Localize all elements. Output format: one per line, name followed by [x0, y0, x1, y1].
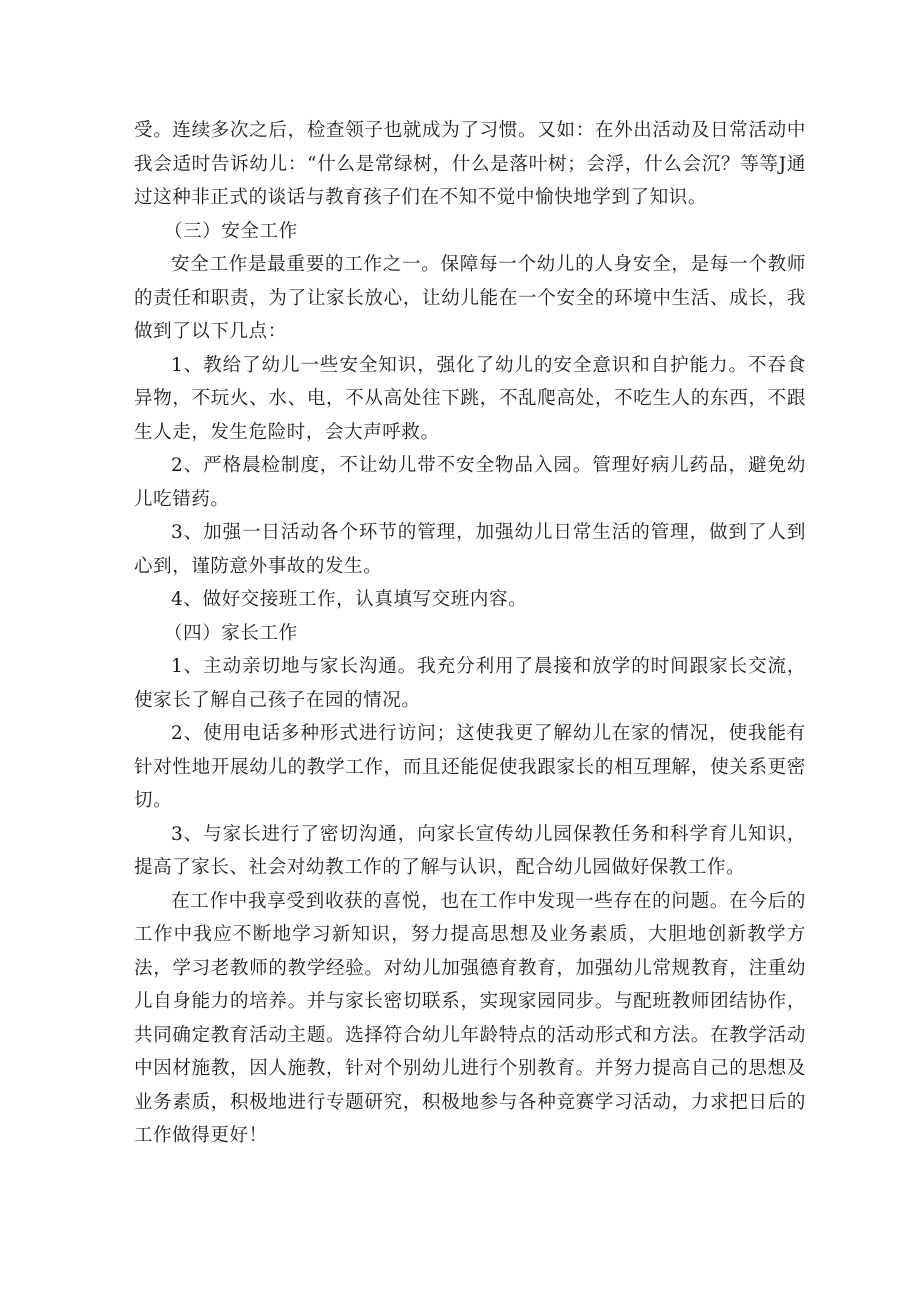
paragraph-continuation: 受。连续多次之后，检查领子也就成为了习惯。又如：在外出活动及日常活动中我会适时告诉幼儿：“什么是常绿树，什么是落叶树；会浮，什么会沉？等等J通过这种非正式的谈话与教育孩子们在不知不觉中愉快地学到了知识。	[134, 120, 806, 208]
paragraph-safety-intro: 安全工作是最重要的工作之一。保障每一个幼儿的人身安全，是每一个教师的责任和职责，为了让家长放心，让幼儿能在一个安全的环境中生活、成长，我做到了以下几点：	[134, 254, 806, 342]
list-item-parent-1: 1、主动亲切地与家长沟通。我充分利用了晨接和放学的时间跟家长交流，使家长了解自己孩子在园的情况。	[134, 656, 806, 711]
list-item-parent-2: 2、使用电话多种形式进行访问；这使我更了解幼儿在家的情况，使我能有针对性地开展幼儿的教学工作，而且还能促使我跟家长的相互理解，使关系更密切。	[134, 723, 806, 811]
document-body	[134, 114, 806, 1153]
list-item-safety-2: 2、严格晨检制度，不让幼儿带不安全物品入园。管理好病儿药品，避免幼儿吃错药。	[134, 455, 806, 510]
section-heading-parents: （四）家长工作	[164, 622, 298, 644]
paragraph-conclusion: 在工作中我享受到收获的喜悦，也在工作中发现一些存在的问题。在今后的工作中我应不断地学习新知识，努力提高思想及业务素质，大胆地创新教学方法，学习老教师的教学经验。对幼儿加强德育教育，加强幼儿常规教育，注重幼儿自身能力的培养。并与家长密切联系，实现家园同步。与配班教师团结协作，共同确定教育活动主题。选择符合幼儿年龄特点的活动形式和方法。在教学活动中因材施教，因人施教，针对个别幼儿进行个别教育。并努力提高自己的思想及业务素质，积极地进行专题研究，积极地参与各种竞赛学习活动，力求把日后的工作做得更好！	[134, 890, 806, 1146]
section-heading-safety: （三）安全工作	[164, 220, 298, 242]
list-item-safety-4: 4、做好交接班工作，认真填写交班内容。	[171, 589, 528, 610]
list-item-safety-3: 3、加强一日活动各个环节的管理，加强幼儿日常生活的管理，做到了人到心到，谨防意外事故的发生。	[134, 522, 806, 577]
list-item-safety-1: 1、教给了幼儿一些安全知识，强化了幼儿的安全意识和自护能力。不吞食异物，不玩火、水、电，不从高处往下跳，不乱爬高处，不吃生人的东西，不跟生人走，发生危险时，会大声呼救。	[134, 354, 806, 443]
list-item-parent-3: 3、与家长进行了密切沟通，向家长宣传幼儿园保教任务和科学育儿知识，提高了家长、社会对幼教工作的了解与认识，配合幼儿园做好保教工作。	[134, 823, 806, 878]
